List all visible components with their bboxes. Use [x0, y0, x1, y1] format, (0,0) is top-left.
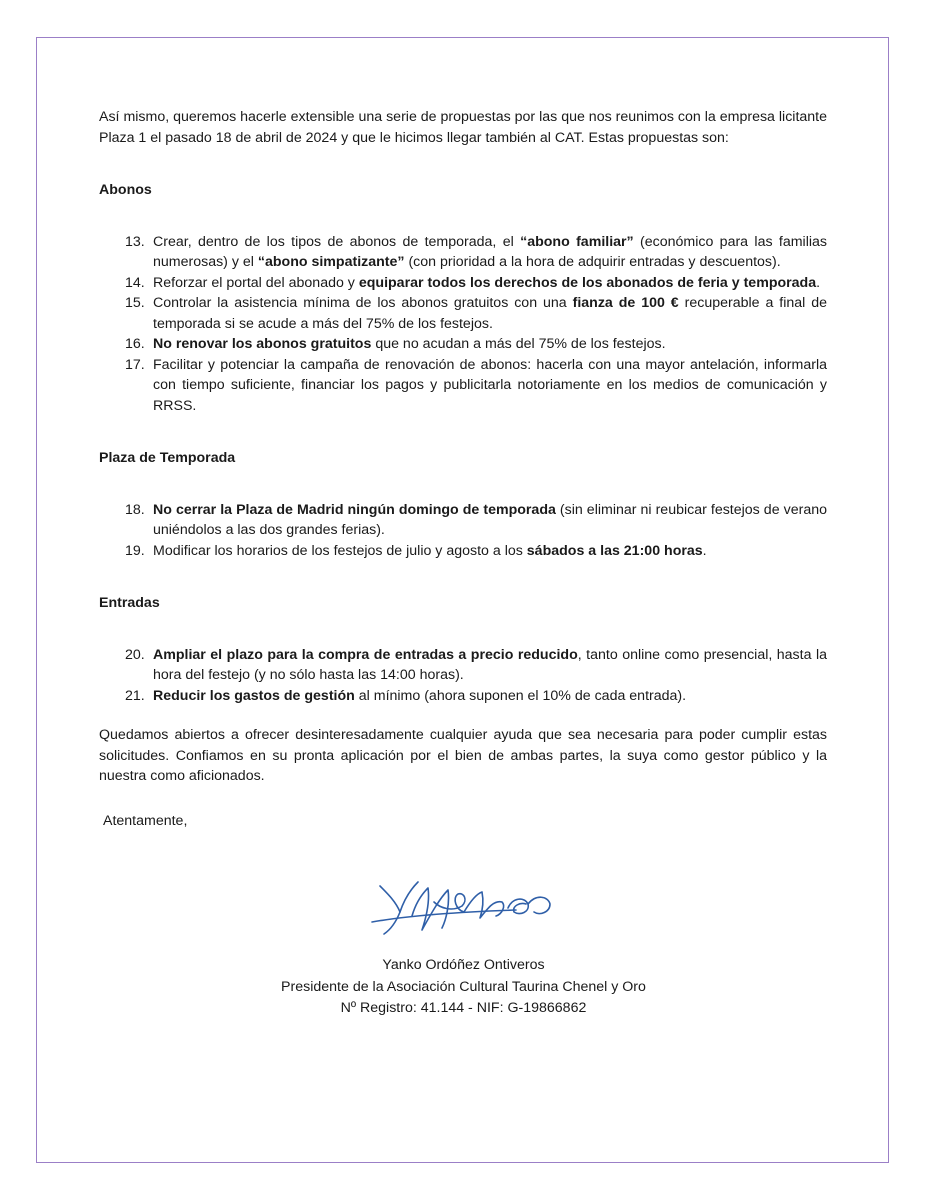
proposal-item: [99, 500, 827, 541]
proposal-number: 15.: [125, 295, 145, 311]
proposal-list: [99, 500, 827, 562]
proposal-text: Facilitar y potenciar la campaña de renovación de abonos: hacerla con una mayor antelación, informarla con tiempo suficiente, financiar los pagos y publicitarla notoriamente en los medios de comunicación y RRSS.: [153, 356, 827, 414]
proposal-item: [99, 686, 827, 707]
proposal-text: .: [816, 274, 821, 291]
proposal-list: [99, 645, 827, 707]
proposal-item: [99, 232, 827, 273]
proposal-number: 20.: [125, 646, 145, 663]
proposal-item: [99, 355, 827, 417]
signatory-name: Yanko Ordóñez Ontiveros: [382, 957, 545, 973]
emphasis-text: equiparar todos los derechos de los abonados de feria y temporada: [358, 274, 817, 291]
closing-paragraph: Quedamos abiertos a ofrecer desinteresadamente cualquier ayuda que sea necesaria para poder cumplir estas solicitudes. Confiamos en su pronta aplicación por el bien de ambas partes, la suya como gestor público y la nuestra como aficionados.: [99, 727, 827, 784]
proposal-item: [99, 645, 827, 686]
intro-paragraph: Así mismo, queremos hacerle extensible una serie de propuestas por las que nos reunimos con la empresa licitante Plaza 1 el pasado 18 de abril de 2024 y que le hicimos llegar también al CAT. Estas propuestas son:: [99, 109, 827, 146]
emphasis-text: “abono familiar”: [520, 233, 634, 250]
handwritten-signature: [366, 872, 556, 938]
signature-block: [0, 955, 927, 1020]
letter-body: [99, 107, 827, 738]
proposal-text: (económico para las familias numerosas) y el: [153, 233, 827, 270]
proposal-number: 13.: [125, 233, 145, 250]
emphasis-text: Ampliar el plazo para la compra de entradas a precio reducido: [153, 646, 578, 663]
proposal-item: [99, 273, 827, 294]
emphasis-text: No cerrar la Plaza de Madrid ningún domingo de temporada: [153, 501, 556, 518]
proposal-sections: [99, 180, 827, 706]
proposal-item: [99, 334, 827, 355]
proposal-text: Modificar los horarios de los festejos de julio y agosto a los: [153, 542, 527, 559]
proposal-number: 18.: [125, 501, 145, 518]
signatory-registry: Nº Registro: 41.144 - NIF: G-19866862: [340, 1000, 587, 1016]
section-heading: Abonos: [99, 182, 152, 198]
proposal-text: Controlar la asistencia mínima de los abonos gratuitos con una: [153, 295, 573, 311]
proposal-text: Crear, dentro de los tipos de abonos de temporada, el: [153, 233, 521, 250]
proposal-text: Reforzar el portal del abonado y: [153, 274, 359, 291]
proposal-text: (con prioridad a la hora de adquirir entradas y descuentos).: [404, 254, 781, 270]
proposal-text: que no acudan a más del 75% de los festejos.: [371, 336, 666, 352]
proposal-number: 14.: [125, 274, 145, 291]
proposal-number: 19.: [125, 542, 145, 559]
emphasis-text: Reducir los gastos de gestión: [153, 687, 355, 704]
emphasis-text: fianza de 100 €: [572, 295, 679, 311]
proposal-item: [99, 541, 827, 562]
proposal-text: (sin eliminar ni reubicar festejos de verano uniéndolos a las dos grandes ferias).: [153, 501, 827, 538]
proposal-number: 21.: [125, 687, 145, 704]
proposal-item: [99, 293, 827, 334]
emphasis-text: No renovar los abonos gratuitos: [153, 336, 372, 352]
proposal-number: 17.: [125, 356, 145, 373]
proposal-text: recuperable a final de temporada si se acude a más del 75% de los festejos.: [153, 295, 828, 332]
proposal-number: 16.: [125, 336, 145, 352]
emphasis-text: “abono simpatizante”: [257, 254, 405, 270]
proposal-list: [99, 232, 827, 417]
signatory-role: Presidente de la Asociación Cultural Taurina Chenel y Oro: [281, 978, 646, 995]
section-heading: Entradas: [99, 595, 160, 611]
proposal-text: .: [702, 542, 707, 559]
regards-text: Atentamente,: [103, 813, 188, 829]
proposal-text: , tanto online como presencial, hasta la hora del festejo (y no sólo hasta las 14:00 horas).: [153, 646, 827, 683]
section-heading: Plaza de Temporada: [99, 450, 236, 466]
proposal-text: al mínimo (ahora suponen el 10% de cada entrada).: [354, 687, 687, 704]
emphasis-text: sábados a las 21:00 horas: [526, 542, 703, 559]
